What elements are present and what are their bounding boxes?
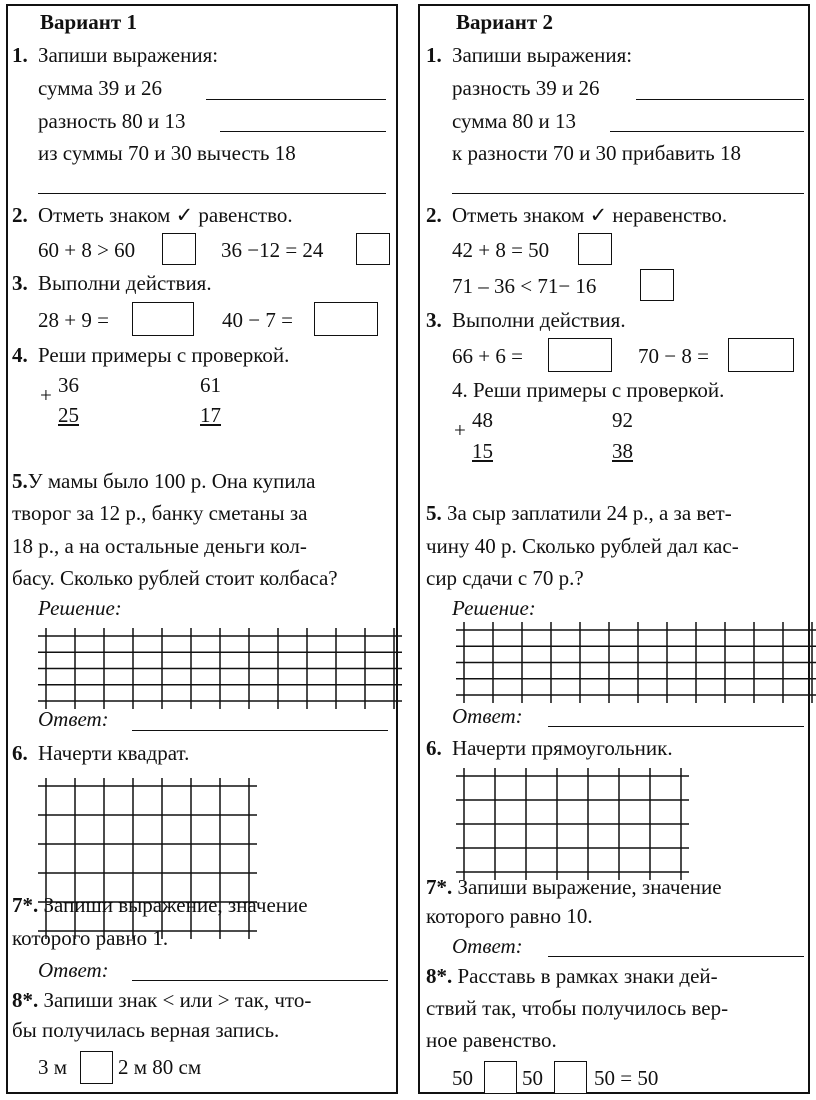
operand: 38 <box>612 439 633 463</box>
answer-line[interactable] <box>132 730 388 731</box>
plus-sign: + <box>454 418 466 442</box>
plus-sign: + <box>40 383 52 407</box>
answer-label: Ответ: <box>38 707 109 731</box>
task-1-line-3: к разности 70 и 30 прибавить 18 <box>452 141 741 165</box>
task-1-line-1: сумма 39 и 26 <box>38 76 163 100</box>
task-3-text: Выполни действия. <box>452 308 626 332</box>
answer-label: Ответ: <box>452 704 523 728</box>
task-5-line-3: сир сдачи с 70 р.? <box>426 566 584 590</box>
task-5-line-2: чину 40 р. Сколько рублей дал кас- <box>426 534 739 558</box>
answer-line[interactable] <box>132 980 388 981</box>
answer-line[interactable] <box>220 131 386 132</box>
task-5-line-1: 5. За сыр заплатили 24 р., а за вет- <box>426 501 732 525</box>
expression: 36 −12 = 24 <box>221 238 324 262</box>
task-3-text: Выполни действия. <box>38 271 212 295</box>
equation-tail: 50 = 50 <box>594 1066 659 1090</box>
task-7-line-2: которого равно 10. <box>426 904 593 928</box>
expression: 66 + 6 = <box>452 344 523 368</box>
task-7-line-1: 7*. Запиши выражение, значение <box>12 893 308 917</box>
expression: 71 – 36 < 71− 16 <box>452 274 597 298</box>
task-8-line-1: 8*. Расставь в рамках знаки дей- <box>426 964 718 988</box>
expression: 40 − 7 = <box>222 308 293 332</box>
task-6-number: 6. <box>12 741 28 765</box>
task-8-line-2: бы получилась верная запись. <box>12 1018 280 1042</box>
checkbox[interactable] <box>356 233 390 265</box>
task-1-number: 1. <box>426 43 442 67</box>
task-4-text: 4. Реши примеры с проверкой. <box>452 378 725 402</box>
operand: 92 <box>612 408 633 432</box>
answer-label: Ответ: <box>452 934 523 958</box>
answer-line[interactable] <box>452 193 804 194</box>
answer-box[interactable] <box>548 338 612 372</box>
checkbox[interactable] <box>578 233 612 265</box>
operand: 48 <box>472 408 493 432</box>
quantity-left: 3 м <box>38 1055 68 1079</box>
task-3-number: 3. <box>426 308 442 332</box>
solution-grid[interactable] <box>38 628 402 709</box>
operand: 25 <box>58 403 79 427</box>
task-6-text: Начерти прямоугольник. <box>452 736 673 760</box>
answer-box[interactable] <box>132 302 194 336</box>
task-8-line-3: ное равенство. <box>426 1028 557 1052</box>
answer-line[interactable] <box>206 99 386 100</box>
operand: 36 <box>58 373 79 397</box>
checkbox[interactable] <box>640 269 674 301</box>
task-1-line-2: разность 80 и 13 <box>38 109 186 133</box>
checkbox[interactable] <box>162 233 196 265</box>
expression: 70 − 8 = <box>638 344 709 368</box>
number: 50 <box>522 1066 543 1090</box>
solution-label: Решение: <box>452 596 536 620</box>
answer-line[interactable] <box>610 131 804 132</box>
task-7-line-1: 7*. Запиши выражение, значение <box>426 875 722 899</box>
task-5-line-1: 5.У мамы было 100 р. Она купила <box>12 469 316 493</box>
task-2-number: 2. <box>12 203 28 227</box>
operand: 17 <box>200 403 221 427</box>
answer-line[interactable] <box>548 726 804 727</box>
task-1-line-1: разность 39 и 26 <box>452 76 600 100</box>
answer-line[interactable] <box>38 193 386 194</box>
number: 50 <box>452 1066 473 1090</box>
answer-line[interactable] <box>636 99 804 100</box>
task-5-line-4: басу. Сколько рублей стоит колбаса? <box>12 566 338 590</box>
variant-2-title: Вариант 2 <box>456 10 553 34</box>
solution-grid[interactable] <box>456 622 816 703</box>
task-1-text: Запиши выражения: <box>38 43 219 67</box>
task-1-line-2: сумма 80 и 13 <box>452 109 577 133</box>
answer-box[interactable] <box>314 302 378 336</box>
task-2-number: 2. <box>426 203 442 227</box>
task-6-number: 6. <box>426 736 442 760</box>
variant-1-title: Вариант 1 <box>40 10 137 34</box>
operand: 15 <box>472 439 493 463</box>
task-6-text: Начерти квадрат. <box>38 741 190 765</box>
task-8-line-1: 8*. Запиши знак < или > так, что- <box>12 988 312 1012</box>
drawing-grid[interactable] <box>456 768 689 880</box>
task-5-line-3: 18 р., а на остальные деньги кол- <box>12 534 307 558</box>
task-8-line-2: ствий так, чтобы получилось вер- <box>426 996 729 1020</box>
operand: 61 <box>200 373 221 397</box>
expression: 28 + 9 = <box>38 308 109 332</box>
task-1-line-3: из суммы 70 и 30 вычесть 18 <box>38 141 296 165</box>
quantity-right: 2 м 80 см <box>118 1055 202 1079</box>
sign-box[interactable] <box>484 1061 517 1094</box>
expression: 60 + 8 > 60 <box>38 238 136 262</box>
sign-box[interactable] <box>554 1061 587 1094</box>
answer-box[interactable] <box>728 338 794 372</box>
expression: 42 + 8 = 50 <box>452 238 550 262</box>
task-2-text: Отметь знаком ✓ равенство. <box>38 203 293 227</box>
task-4-number: 4. <box>12 343 28 367</box>
solution-label: Решение: <box>38 596 122 620</box>
task-1-text: Запиши выражения: <box>452 43 633 67</box>
sign-box[interactable] <box>80 1051 113 1084</box>
answer-label: Ответ: <box>38 958 109 982</box>
answer-line[interactable] <box>548 956 804 957</box>
task-7-line-2: которого равно 1. <box>12 926 169 950</box>
task-3-number: 3. <box>12 271 28 295</box>
task-4-text: Реши примеры с проверкой. <box>38 343 290 367</box>
task-1-number: 1. <box>12 43 28 67</box>
task-5-line-2: творог за 12 р., банку сметаны за <box>12 501 308 525</box>
task-2-text: Отметь знаком ✓ неравенство. <box>452 203 728 227</box>
